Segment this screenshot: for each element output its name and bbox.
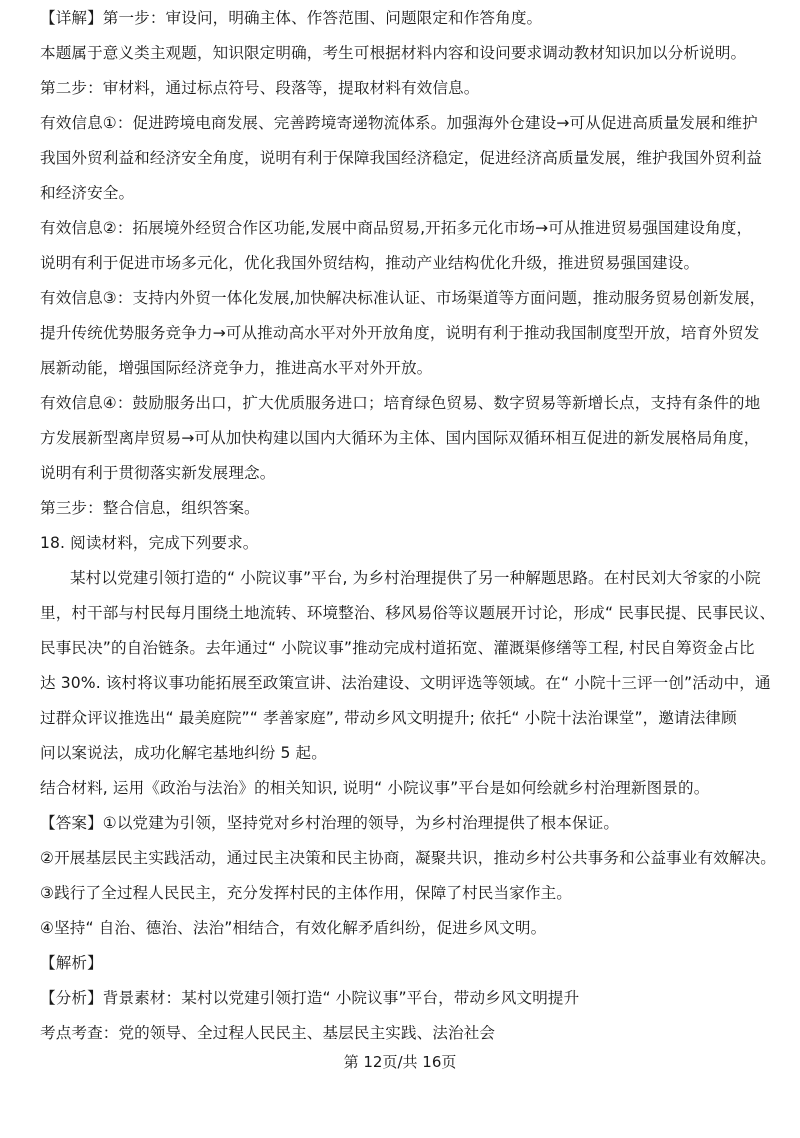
answer-line-1: 【答案】①以党建为引领，坚持党对乡村治理的领导，为乡村治理提供了根本保证。 bbox=[40, 814, 620, 832]
material-line-3: 民事民决”的自治链条。去年通过“ 小院议事”推动完成村道拓宽、灌溉渠修缮等工程, 村民自筹资金占比 bbox=[40, 639, 755, 657]
text-line-info-3b: 提升传统优势服务竞争力→可从推动高水平对外开放角度，说明有利于推动我国制度型开放，培育外贸发 bbox=[40, 324, 760, 342]
material-line-2: 里，村干部与村民每月围绕土地流转、环境整治、移风易俗等议题展开讨论，形成“ 民事民提、民事民议、 bbox=[40, 604, 776, 622]
text-line-step-three: 第三步：整合信息，组织答案。 bbox=[40, 499, 260, 517]
answer-line-3: ③践行了全过程人民民主，充分发挥村民的主体作用，保障了村民当家作主。 bbox=[40, 884, 572, 902]
question-prompt: 结合材料, 运用《政治与法治》的相关知识, 说明“ 小院议事”平台是如何绘就乡村治理新图景的。 bbox=[40, 779, 710, 797]
text-line-info-3a: 有效信息③：支持内外贸一体化发展,加快解决标准认证、市场渠道等方面问题，推动服务贸易创新发展， bbox=[40, 289, 766, 307]
analysis-key-points: 考点考查：党的领导、全过程人民民主、基层民主实践、法治社会 bbox=[40, 1024, 496, 1042]
question-18-title: 18. 阅读材料，完成下列要求。 bbox=[40, 534, 259, 552]
material-line-6: 问以案说法，成功化解宅基地纠纷 5 起。 bbox=[40, 744, 327, 762]
material-line-5: 过群众评议推选出“ 最美庭院”“ 孝善家庭”, 带动乡风文明提升; 依托“ 小院十法治课堂”，邀请法律顾 bbox=[40, 709, 737, 727]
text-line-info-1c: 和经济安全。 bbox=[40, 184, 135, 202]
material-line-4: 达 30%. 该村将议事功能拓展至政策宣讲、法治建设、文明评选等领域。在“ 小院十三评一创”活动中，通 bbox=[40, 674, 771, 692]
text-line-info-4b: 方发展新型离岸贸易→可从加快构建以国内大循环为主体、国内国际双循环相互促进的新发展格局角度， bbox=[40, 429, 760, 447]
material-line-1: 某村以党建引领打造的“ 小院议事”平台, 为乡村治理提供了另一种解题思路。在村民刘大爷家的小院 bbox=[70, 569, 761, 587]
text-line-info-1a: 有效信息①：促进跨境电商发展、完善跨境寄递物流体系。加强海外仓建设→可从促进高质量发展和维护 bbox=[40, 114, 758, 132]
analysis-header: 【解析】 bbox=[40, 954, 103, 972]
text-line-info-4a: 有效信息④：鼓励服务出口，扩大优质服务进口；培育绿色贸易、数字贸易等新增长点，支持有条件的地 bbox=[40, 394, 761, 412]
page-number-footer: 第 12页/共 16页 bbox=[343, 1053, 457, 1071]
answer-line-2: ②开展基层民主实践活动，通过民主决策和民主协商，凝聚共识，推动乡村公共事务和公益事业有效解决。 bbox=[40, 849, 776, 867]
text-line-info-4c: 说明有利于贯彻落实新发展理念。 bbox=[40, 464, 276, 482]
text-line-step-two: 第二步：审材料，通过标点符号、段落等，提取材料有效信息。 bbox=[40, 79, 480, 97]
text-line-detail-header: 【详解】第一步：审设问，明确主体、作答范围、问题限定和作答角度。 bbox=[40, 9, 543, 27]
text-line-info-2a: 有效信息②：拓展境外经贸合作区功能,发展中商品贸易,开拓多元化市场→可从推进贸易强国建设角度， bbox=[40, 219, 753, 237]
text-line-info-2b: 说明有利于促进市场多元化，优化我国外贸结构，推动产业结构优化升级，推进贸易强国建设。 bbox=[40, 254, 700, 272]
answer-line-4: ④坚持“ 自治、德治、法治”相结合，有效化解矛盾纠纷，促进乡风文明。 bbox=[40, 919, 547, 937]
analysis-background: 【分析】背景素材：某村以党建引领打造“ 小院议事”平台，带动乡风文明提升 bbox=[40, 989, 580, 1007]
text-line-question-type: 本题属于意义类主观题，知识限定明确，考生可根据材料内容和设问要求调动教材知识加以分析说明。 bbox=[40, 44, 747, 62]
text-line-info-1b: 我国外贸利益和经济安全角度，说明有利于保障我国经济稳定，促进经济高质量发展，维护我国外贸利益 bbox=[40, 149, 762, 167]
text-line-info-3c: 展新动能，增强国际经济竞争力，推进高水平对外开放。 bbox=[40, 359, 433, 377]
